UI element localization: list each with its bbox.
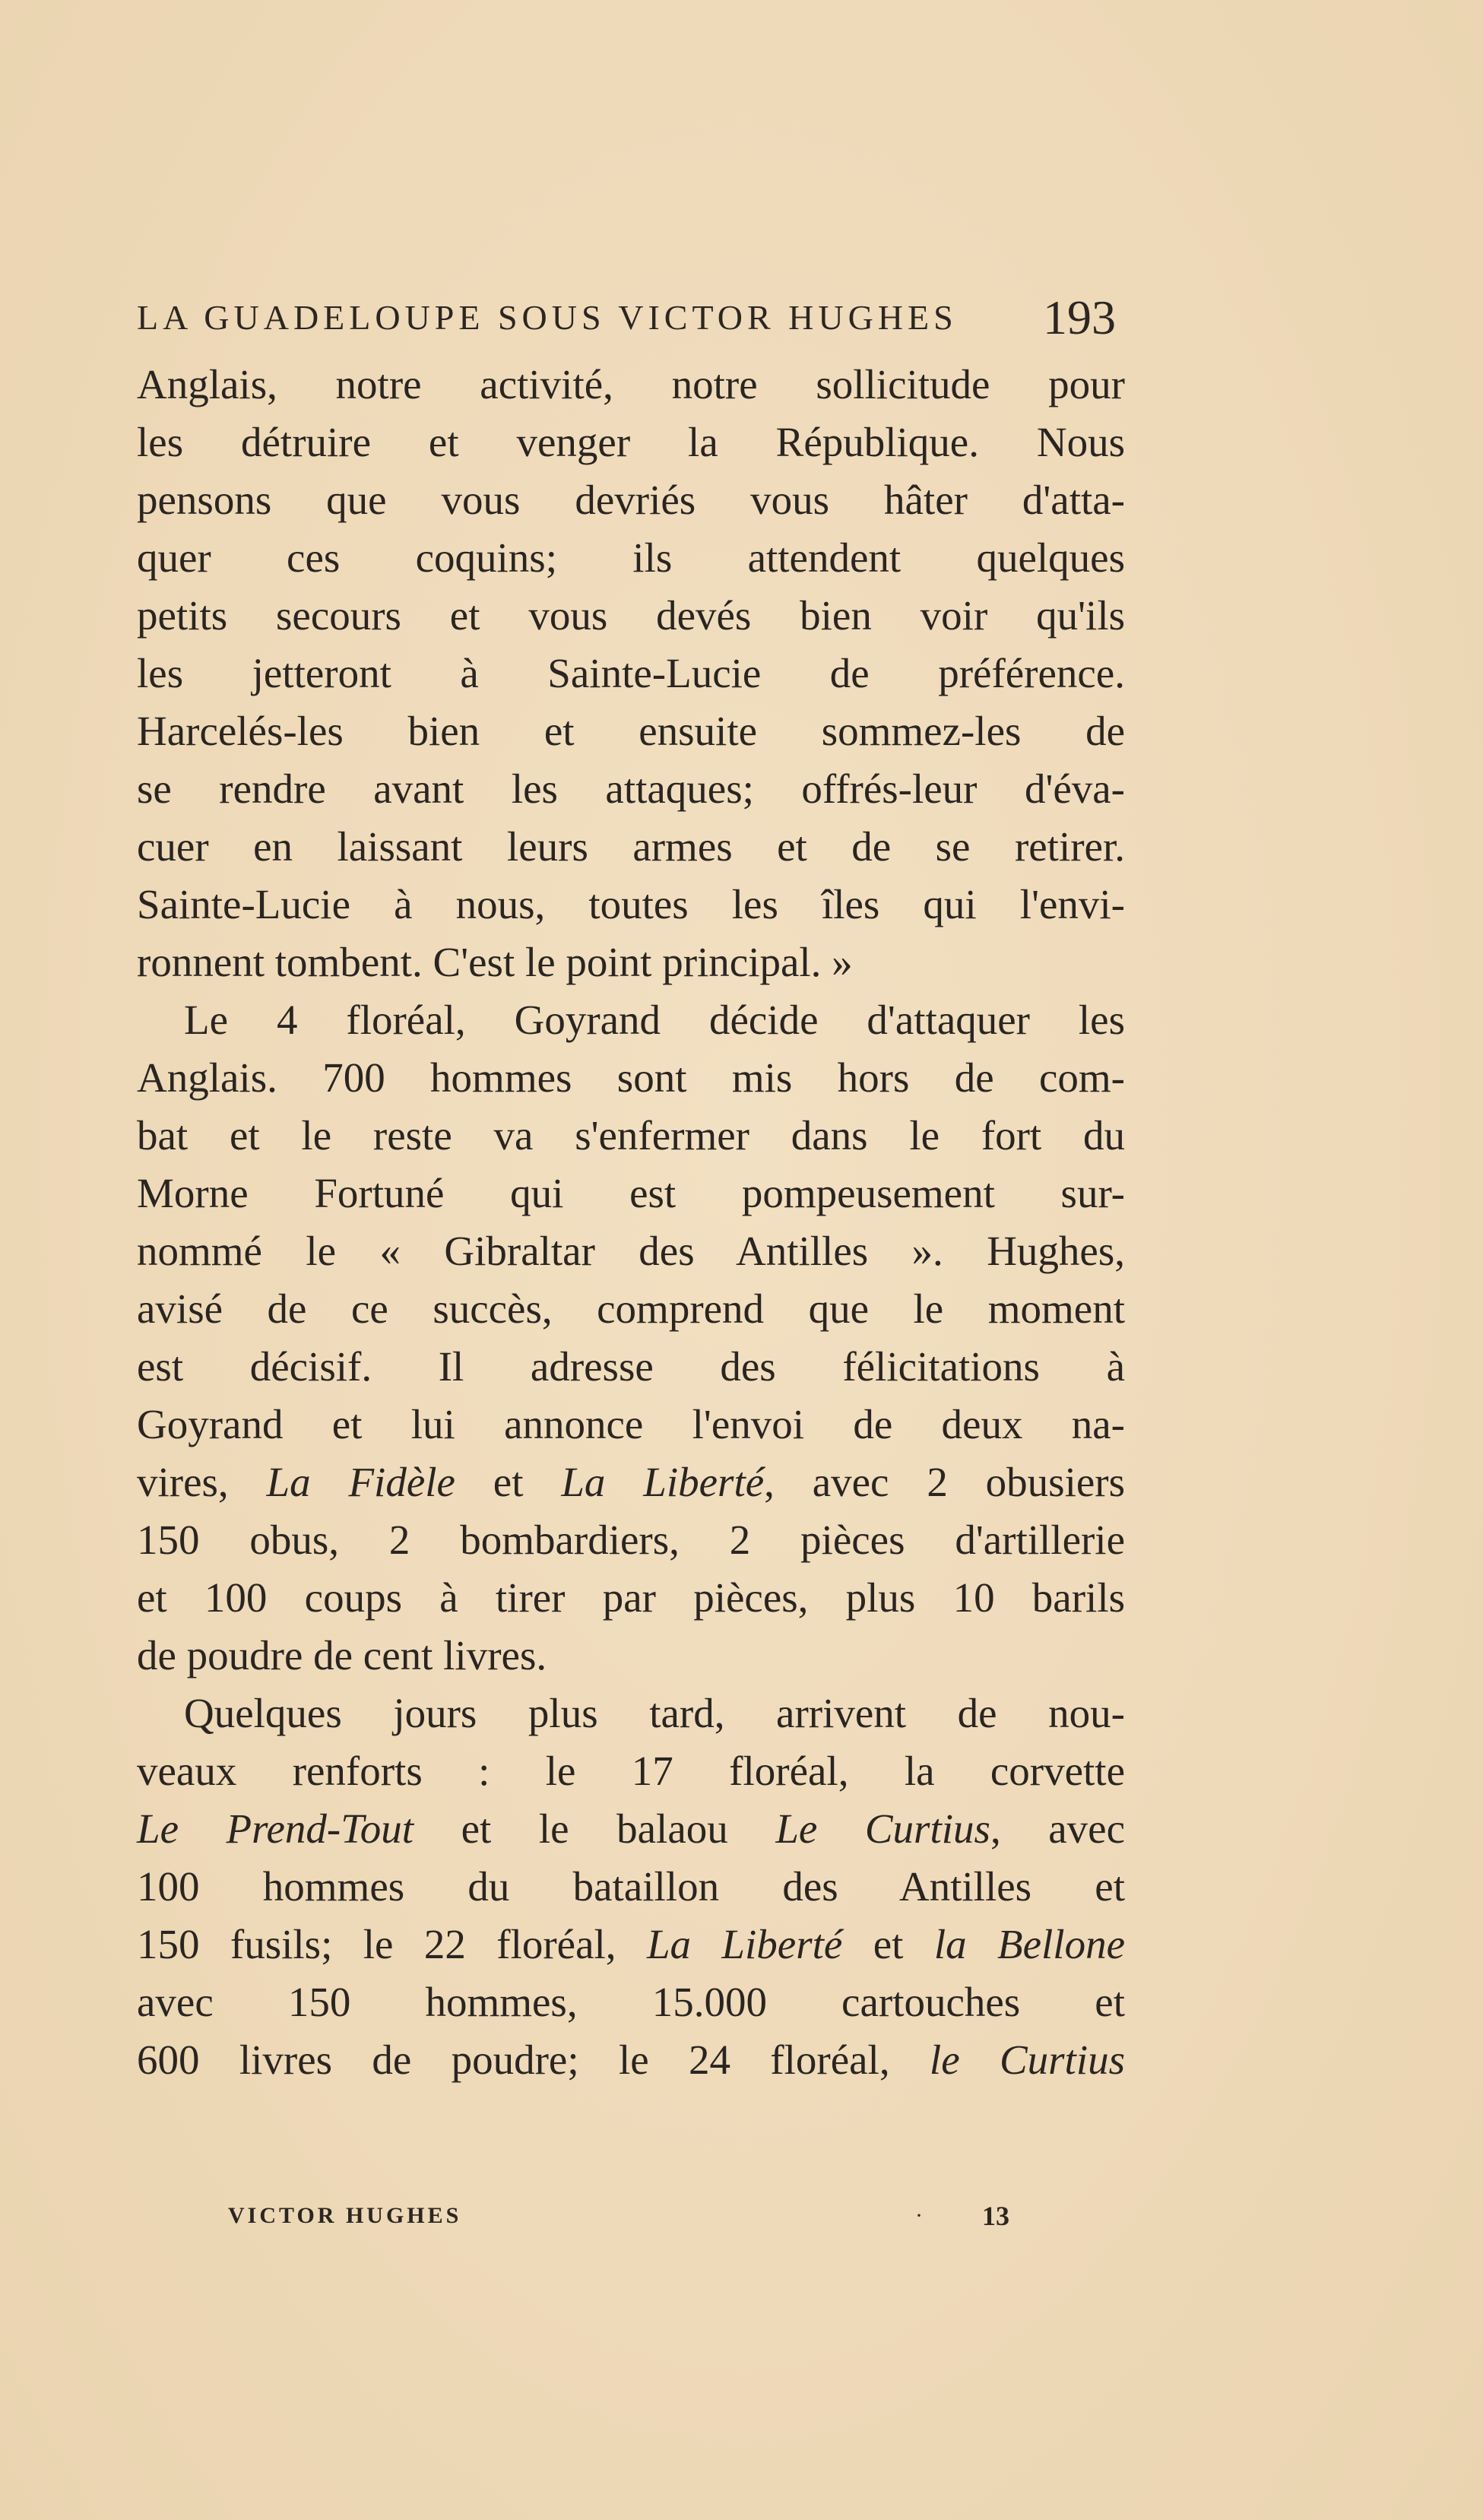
text-line: Quelques jours plus tard, arrivent de nou- xyxy=(184,1690,1125,1736)
signature-mark: VICTOR HUGHES xyxy=(228,2203,462,2228)
text-line: veaux renforts : le 17 floréal, la corvette xyxy=(137,1748,1125,1794)
text-line: petits secours et vous devés bien voir qu'ils xyxy=(137,592,1125,639)
text-line: avisé de ce succès, comprend que le moment xyxy=(137,1285,1125,1332)
text-line: Le Prend-Tout et le balaou Le Curtius, avec xyxy=(137,1805,1125,1852)
text-line: Goyrand et lui annonce l'envoi de deux na- xyxy=(137,1401,1125,1447)
text-line: Sainte-Lucie à nous, toutes les îles qui l'envi- xyxy=(137,881,1125,927)
text-line: bat et le reste va s'enfermer dans le fort du xyxy=(137,1112,1125,1159)
text-line: Anglais. 700 hommes sont mis hors de com- xyxy=(137,1054,1125,1101)
text-line: vires, La Fidèle et La Liberté, avec 2 obusiers xyxy=(137,1459,1125,1505)
text-line: ronnent tombent. C'est le point principal. » xyxy=(137,939,853,985)
text-line: 100 hommes du bataillon des Antilles et xyxy=(137,1863,1125,1910)
text-line: Harcelés-les bien et ensuite sommez-les de xyxy=(137,708,1125,754)
page-number: 193 xyxy=(1043,290,1116,344)
text-line: pensons que vous devriés vous hâter d'atta- xyxy=(137,477,1125,523)
text-line: Anglais, notre activité, notre sollicitude pour xyxy=(137,361,1125,407)
text-line: les détruire et venger la République. Nous xyxy=(137,419,1125,465)
text-line: 150 obus, 2 bombardiers, 2 pièces d'artillerie xyxy=(137,1517,1125,1563)
text-line: avec 150 hommes, 15.000 cartouches et xyxy=(137,1979,1125,2025)
running-head: LA GUADELOUPE SOUS VICTOR HUGHES xyxy=(137,298,958,337)
text-line: 150 fusils; le 22 floréal, La Liberté et la Bellone xyxy=(137,1921,1125,1967)
text-line: et 100 coups à tirer par pièces, plus 10 barils xyxy=(137,1574,1125,1621)
text-line: 600 livres de poudre; le 24 floréal, le Curtius xyxy=(137,2037,1126,2083)
signature-separator: · xyxy=(915,2203,923,2228)
text-line: Morne Fortuné qui est pompeusement sur- xyxy=(137,1170,1125,1216)
text-line: nommé le « Gibraltar des Antilles ». Hughes, xyxy=(137,1228,1125,1274)
text-line: se rendre avant les attaques; offrés-leur d'éva- xyxy=(137,766,1125,812)
sheet-number: 13 xyxy=(982,2201,1009,2231)
text-line: cuer en laissant leurs armes et de se retirer. xyxy=(137,823,1125,870)
text-line: quer ces coquins; ils attendent quelques xyxy=(137,534,1125,581)
text-line: est décisif. Il adresse des félicitations à xyxy=(137,1343,1125,1390)
text-line: les jetteront à Sainte-Lucie de préférence. xyxy=(137,650,1125,696)
text-line: de poudre de cent livres. xyxy=(137,1632,547,1678)
text-line: Le 4 floréal, Goyrand décide d'attaquer les xyxy=(184,997,1125,1043)
